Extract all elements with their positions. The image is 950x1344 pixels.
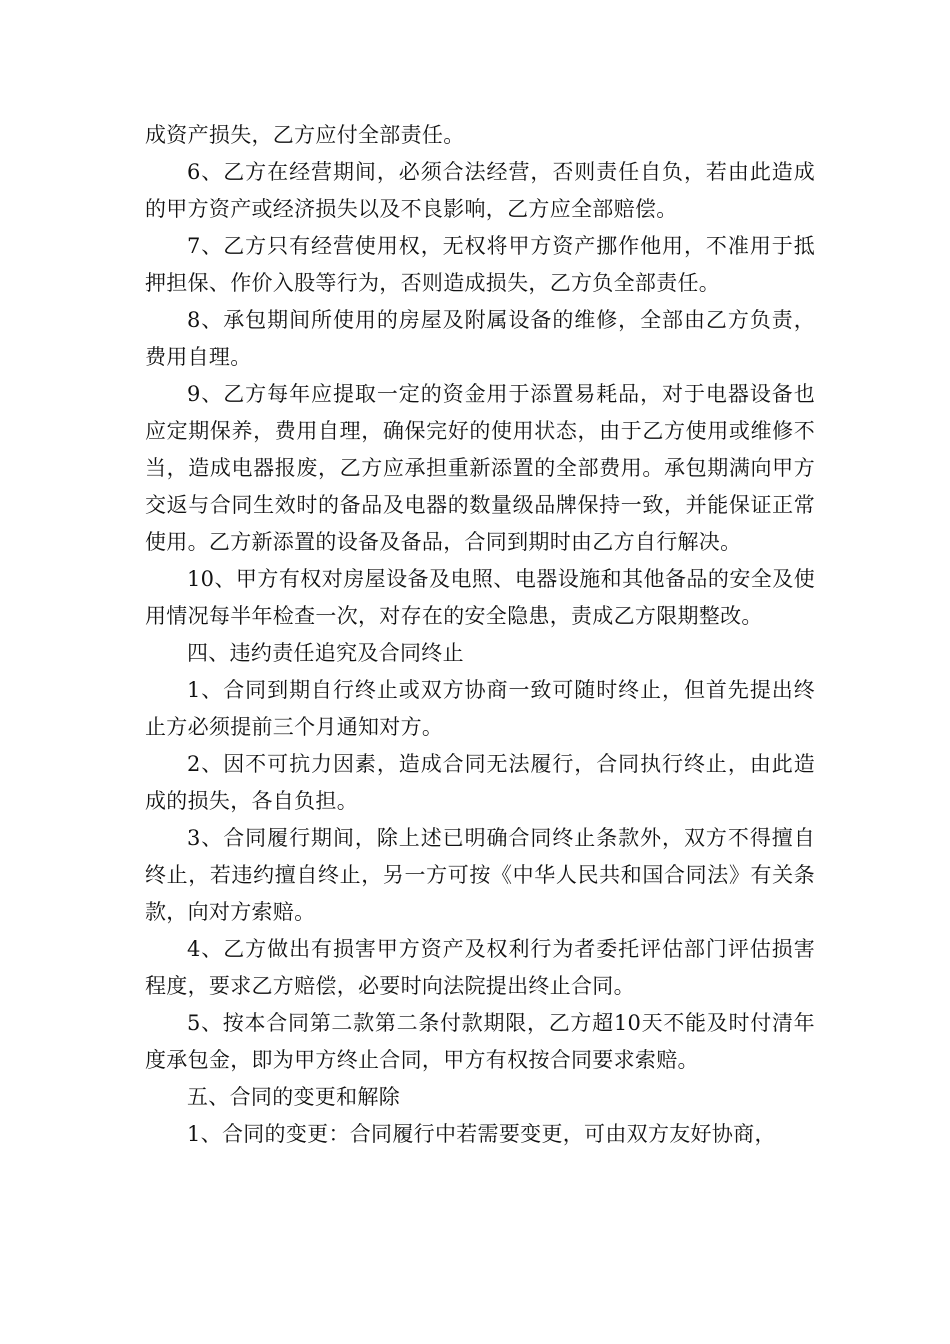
section-heading-5: 五、合同的变更和解除 (187, 1085, 400, 1109)
section-4-clause-2: 2、因不可抗力因素，造成合同无法履行，合同执行终止，由此造成的损失，各自负担。 (145, 752, 815, 813)
clause-8: 8、承包期间所使用的房屋及附属设备的维修，全部由乙方负责，费用自理。 (145, 308, 815, 369)
section-4-clause-4: 4、乙方做出有损害甲方资产及权利行为者委托评估部门评估损害程度，要求乙方赔偿，必要时向法院提出终止合同。 (145, 937, 815, 998)
clause-6: 6、乙方在经营期间，必须合法经营，否则责任自负，若由此造成的甲方资产或经济损失以及不良影响，乙方应全部赔偿。 (145, 160, 815, 221)
clause-7: 7、乙方只有经营使用权，无权将甲方资产挪作他用，不准用于抵押担保、作价入股等行为，否则造成损失，乙方负全部责任。 (145, 234, 815, 295)
clause-9: 9、乙方每年应提取一定的资金用于添置易耗品，对于电器设备也应定期保养，费用自理，确保完好的使用状态，由于乙方使用或维修不当，造成电器报废，乙方应承担重新添置的全部费用。承包期满向甲方交返与合同生效时的备品及电器的数量级品牌保持一致，并能保证正常使用。乙方新添置的设备及备品，合同到期时由乙方自行解决。 (145, 382, 815, 554)
section-4-clause-1: 1、合同到期自行终止或双方协商一致可随时终止，但首先提出终止方必须提前三个月通知对方。 (145, 678, 815, 739)
contract-body (145, 117, 815, 1153)
section-heading-4: 四、违约责任追究及合同终止 (187, 641, 464, 665)
section-4-clause-3: 3、合同履行期间，除上述已明确合同终止条款外，双方不得擅自终止，若违约擅自终止，另一方可按《中华人民共和国合同法》有关条款，向对方索赔。 (145, 826, 815, 924)
clause-10: 10、甲方有权对房屋设备及电照、电器设施和其他备品的安全及使用情况每半年检查一次，对存在的安全隐患，责成乙方限期整改。 (145, 567, 815, 628)
paragraph-continuation: 成资产损失，乙方应付全部责任。 (145, 123, 465, 147)
section-5-clause-1: 1、合同的变更：合同履行中若需要变更，可由双方友好协商， (187, 1122, 776, 1146)
section-4-clause-5: 5、按本合同第二款第二条付款期限，乙方超10天不能及时付清年度承包金，即为甲方终止合同，甲方有权按合同要求索赔。 (145, 1011, 815, 1072)
